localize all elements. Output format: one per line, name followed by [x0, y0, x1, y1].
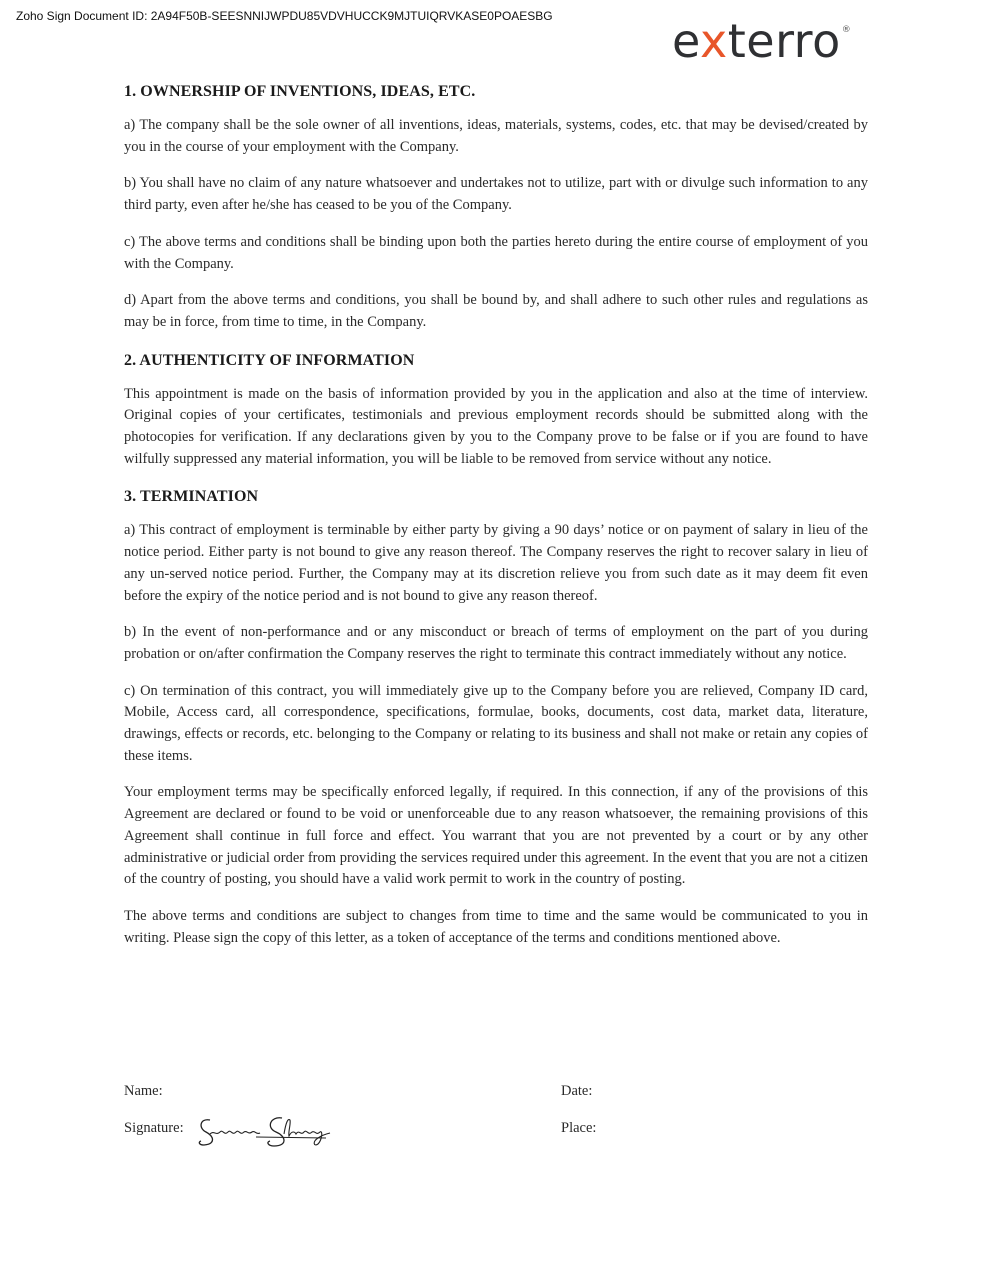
section-3-para-a: a) This contract of employment is terminable by either party by giving a 90 days’ notice or on payment of salary in lieu of the notice period. Either party is not bound to give any reason thereof. The Company reserves the right to recover salary in lieu of any un-served notice period. Further, the Company may at its discretion relieve you from such date as it may deem fit even before the expiry of the notice period and is not bound to give any reason thereof. [124, 522, 868, 604]
exterro-logo [672, 14, 852, 68]
section-1-para-c: c) The above terms and conditions shall be binding upon both the parties hereto during the entire course of employment of you with the Company. [124, 233, 868, 272]
section-3-heading: 3. TERMINATION [124, 488, 259, 506]
registered-mark: ® [841, 25, 852, 35]
signature-label: Signature: [124, 1120, 184, 1136]
place-label: Place: [561, 1120, 597, 1136]
section-3-para-b: b) In the event of non-performance and or any misconduct or breach of terms of employment on the part of you during probation or on/after confirmation the Company reserves the right to terminate this contract immediately without any notice. [124, 624, 868, 662]
section-1-para-b: b) You shall have no claim of any nature whatsoever and undertakes not to utilize, part with or divulge such information to any third party, even after he/she has ceased to be you of the Company. [124, 175, 868, 214]
date-label: Date: [561, 1083, 593, 1099]
document-body [124, 83, 868, 964]
logo-text-start: e [672, 14, 700, 68]
logo-text-accent: x [700, 14, 728, 68]
section-2-heading: 2. AUTHENTICITY OF INFORMATION [124, 351, 415, 369]
name-label: Name: [124, 1083, 163, 1099]
name-date-row [124, 1083, 868, 1100]
handwritten-signature [196, 1114, 346, 1150]
section-1-para-d: d) Apart from the above terms and conditions, you shall be bound by, and shall adhere to such other rules and regulations as may be in force, from time to time, in the Company. [124, 292, 868, 330]
document-id: Zoho Sign Document ID: 2A94F50B-SEESNNIJWPDU85VDVHUCCK9MJTUIQRVKASE0POAESBG [16, 9, 553, 23]
section-2-body: This appointment is made on the basis of information provided by you in the application and also at the time of interview. Original copies of your certificates, testimonials and previous employment records should be submitted along with the photocopies for verification. If any declarations given by you to the Company prove to be false or if you are found to have wilfully suppressed any material information, you will be liable to be removed from service without any notice. [124, 385, 868, 467]
section-1-heading: 1. OWNERSHIP OF INVENTIONS, IDEAS, ETC. [124, 83, 476, 100]
closing-para-1: Your employment terms may be specifically enforced legally, if required. In this connection, if any of the provisions of this Agreement are declared or found to be void or unenforceable due to any reason whatsoever, the remaining provisions of this Agreement shall continue in full force and effect. You warrant that you are not prevented by a court or by any other administrative or judicial order from providing the services required under this agreement. In the event that you are not a citizen of the country of posting, you should have a valid work permit to work in the country of posting. [124, 784, 868, 888]
logo-text-end: terro [727, 14, 841, 68]
section-3-para-c: c) On termination of this contract, you will immediately give up to the Company before you are relieved, Company ID card, Mobile, Access card, all correspondence, specifications, formulae, books, documents, cost data, market data, literature, drawings, effects or records, etc. belonging to the Company or relating to its business and shall not make or retain any copies of these items. [124, 682, 868, 764]
signature-place-row [124, 1120, 868, 1137]
closing-para-2: The above terms and conditions are subject to changes from time to time and the same would be communicated to you in writing. Please sign the copy of this letter, as a token of acceptance of the terms and conditions mentioned above. [124, 907, 868, 946]
section-1-para-a: a) The company shall be the sole owner of all inventions, ideas, materials, systems, codes, etc. that may be devised/created by you in the course of your employment with the Company. [124, 117, 868, 155]
